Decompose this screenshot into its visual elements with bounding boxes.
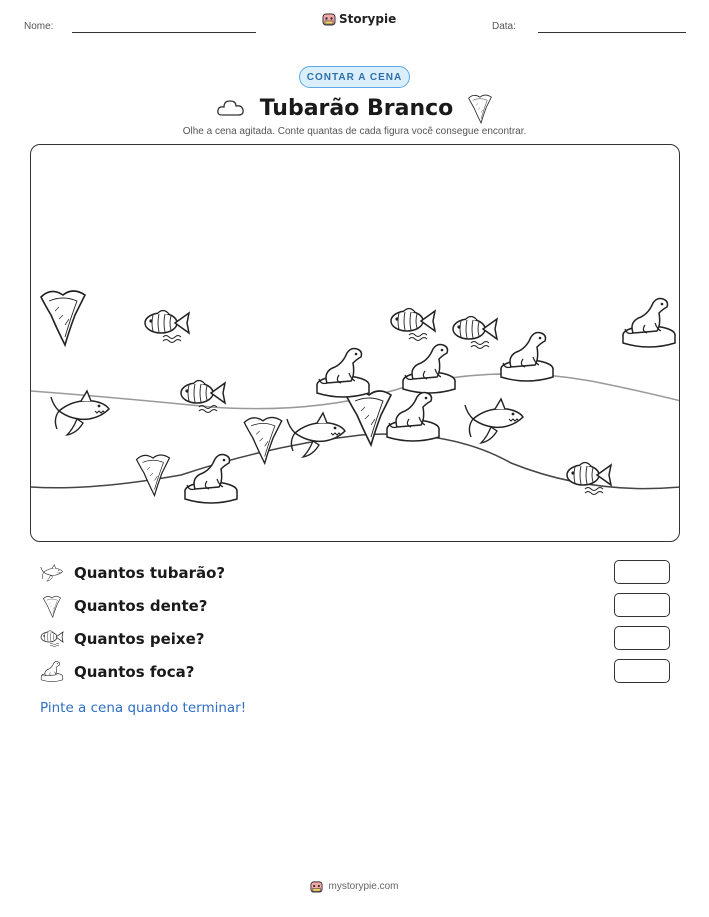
instructions: Olhe a cena agitada. Conte quantas de cada figura você consegue encontrar. — [182, 126, 527, 137]
shark-icon — [51, 391, 109, 435]
seal-icon — [403, 345, 455, 394]
shark-icon — [287, 413, 345, 457]
shark-tooth-icon — [244, 417, 281, 463]
counting-scene[interactable] — [30, 144, 680, 542]
name-field[interactable] — [72, 32, 256, 33]
name-label: Nome: — [24, 21, 54, 32]
storypie-mascot-icon — [310, 880, 323, 893]
seal-icon — [40, 660, 64, 684]
page-title: Tubarão Branco — [259, 95, 454, 121]
fish-icon — [145, 311, 189, 343]
seal-icon — [623, 299, 675, 348]
footer — [0, 880, 709, 893]
activity-badge: CONTAR A CENA — [299, 66, 410, 88]
shark-tooth-icon — [40, 594, 64, 618]
title-row — [0, 92, 709, 124]
question-text: Quantos peixe? — [74, 630, 205, 648]
storypie-mascot-icon — [322, 12, 336, 26]
fish-icon — [391, 309, 435, 341]
date-label: Data: — [492, 21, 516, 32]
brand-name: Storypie — [339, 12, 397, 26]
seal-icon — [501, 333, 553, 382]
answer-box-seals[interactable] — [614, 659, 670, 683]
answer-box-fish[interactable] — [614, 626, 670, 650]
shark-tooth-icon — [467, 92, 493, 124]
question-fish — [40, 626, 670, 652]
fish-icon — [40, 627, 64, 651]
seal-icon — [185, 455, 237, 504]
seal-icon — [387, 393, 439, 442]
question-text: Quantos foca? — [74, 663, 195, 681]
date-field[interactable] — [538, 32, 686, 33]
question-text: Quantos tubarão? — [74, 564, 226, 582]
seal-icon — [317, 349, 369, 398]
fish-icon — [453, 317, 497, 349]
question-seals — [40, 659, 670, 685]
answer-box-teeth[interactable] — [614, 593, 670, 617]
shark-tooth-icon — [347, 391, 391, 445]
question-teeth — [40, 593, 670, 619]
shark-icon — [40, 561, 64, 585]
cloud-icon — [216, 97, 246, 119]
brand-logo — [322, 12, 396, 26]
shark-tooth-icon — [137, 455, 170, 496]
question-text: Quantos dente? — [74, 597, 208, 615]
shark-tooth-icon — [41, 291, 85, 345]
coloring-note: Pinte a cena quando terminar! — [40, 700, 247, 716]
answer-box-sharks[interactable] — [614, 560, 670, 584]
question-sharks — [40, 560, 670, 586]
fish-icon — [567, 463, 611, 495]
shark-icon — [465, 399, 523, 443]
footer-site: mystorypie.com — [328, 881, 399, 892]
